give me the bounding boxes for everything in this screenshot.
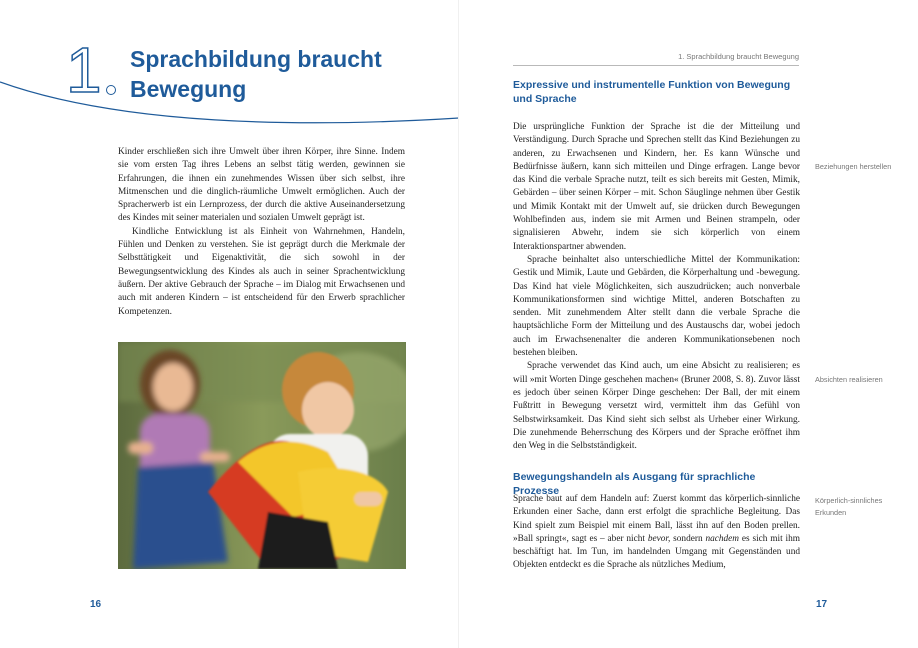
running-head: 1. Sprachbildung braucht Bewegung [513,52,799,66]
margin-note-erkunden: Körperlich-sinnliches Erkunden [815,496,883,517]
paragraph: Sprache verwendet das Kind auch, um eine Absicht zu realisieren; es will »mit Worten Dinge geschehen machen« (Bruner 2008, S. 8). Zuvor lässt es jedoch über seinen Körper Dinge geschehen: Der Ball, der mit einem Fußtritt in Bewegung versetzt wird, vermittelt ihm das Gefühl von Selbstwirksamkeit. Das Kind sieht sich selbst als Urheber einer Wirkung. Die zunehmende Beherrschung des Körpers und der Sprache eröffnet ihm den Weg in die Selbstständigkeit. [513,361,800,452]
section-heading-expressive: Expressive und instrumentelle Funktion von Bewegung und Sprache [513,79,791,105]
right-page [459,0,918,648]
paragraph: Sprache baut auf dem Handeln auf: Zuerst kommt das körperlich-sinnliche Erkunden einer Sache, dann erst erfolgt die sprachliche Begleitung. Das Kind spielt zum Beispiel mit einem Ball, lässt ihn auf den Boden prellen. »Ball springt«, sagt es – aber nicht bevor, sondern nachdem es sich mit ihm beschäftigt hat. Im Tun, im handelnden Umgang mit Gegenständen und Objekten entdeckt es die Sprache als nützliches Medium, [513,494,800,571]
margin-note-absichten: Absichten realisieren [815,375,883,384]
section-body-bewegungshandeln [513,493,800,573]
chapter-number: 1 [66,34,100,106]
paragraph: Sprache beinhaltet also unterschiedliche Mittel der Kommunikation: Gestik und Mimik, Laute und Gebärden, die Körperhaltung und -bewegung. Das Kind hat viele Möglichkeiten, sich auszudrücken; auch nonverbale Kommunikationsformen sind wichtige Mittel, anderen Botschaften zu senden. Mit zunehmendem Alter stellt dann die verbale Sprache die hauptsächliche Form der Mitteilung und des Austauschs dar, wobei jedoch auch im Erwachsenenalter die anderen Kommunikationsebenen noch bestehen bleiben. [513,254,800,359]
left-body-text [118,146,405,319]
section-body-expressive [513,121,800,453]
chapter-title: Sprachbildung braucht Bewegung [130,46,382,102]
section-heading-bewegungshandeln: Bewegungshandeln als Ausgang für sprachliche Prozesse [513,471,756,497]
paragraph: Kindliche Entwicklung ist als Einheit von Wahrnehmen, Handeln, Fühlen und Denken zu verstehen. Sie ist geprägt durch die Merkmale der Selbsttätigkeit und Eigenaktivität, die sich sowohl in der Bewegungsentwicklung des Kindes als auch in seiner Sprachentwicklung äußern. Der aktive Gebrauch der Sprache – im Dialog mit Erwachsenen und auch mit anderen Kindern – ist entscheidend für den Erwerb sprachlicher Kompetenzen. [118,226,405,317]
page-number-right: 17 [816,599,828,610]
paragraph: Kinder erschließen sich ihre Umwelt über ihren Körper, ihre Sinne. Indem sie vom ersten Tag ihres Lebens an selbst tätig werden, gewinnen sie Erfahrungen, die ihnen ein zunehmendes Wissen über sich selbst, ihre Mitmenschen und die dinglich-räumliche Umwelt ermöglichen. Auch der Spracherwerb ist ein Lernprozess, der durch die aktive Auseinandersetzung des Kindes mit seiner materialen und sozialen Umwelt geprägt ist. [118,147,405,224]
paragraph: Die ursprüngliche Funktion der Sprache ist die der Mitteilung und Verständigung. Durch Sprache und Sprechen stellt das Kind Beziehungen zu anderen, zu Erwachsenen und Kindern, her. Es kann Wünsche und Bedürfnisse äußern, kann sich mitteilen und Dinge erfragen. Lange bevor das Kind die verbale Sprache nutzt, teilt es sich bereits mit Gesten, Mimik, Gebärden – über seinen Körper – mit. Schon Säuglinge nehmen über Gestik und Mimik Kontakt mit der Umwelt auf, sie drücken durch Bewegungen Wohlbefinden aus, indem sie mit Armen und Beinen strampeln, oder signalisieren Abwehr, indem sie sich körperlich von einem Interaktionspartner abwenden. [513,122,800,252]
photo-children-playing [118,342,406,569]
chapter-number-dot [106,85,116,95]
margin-note-beziehungen: Beziehungen herstellen [815,162,892,171]
page-number-left: 16 [90,599,102,610]
